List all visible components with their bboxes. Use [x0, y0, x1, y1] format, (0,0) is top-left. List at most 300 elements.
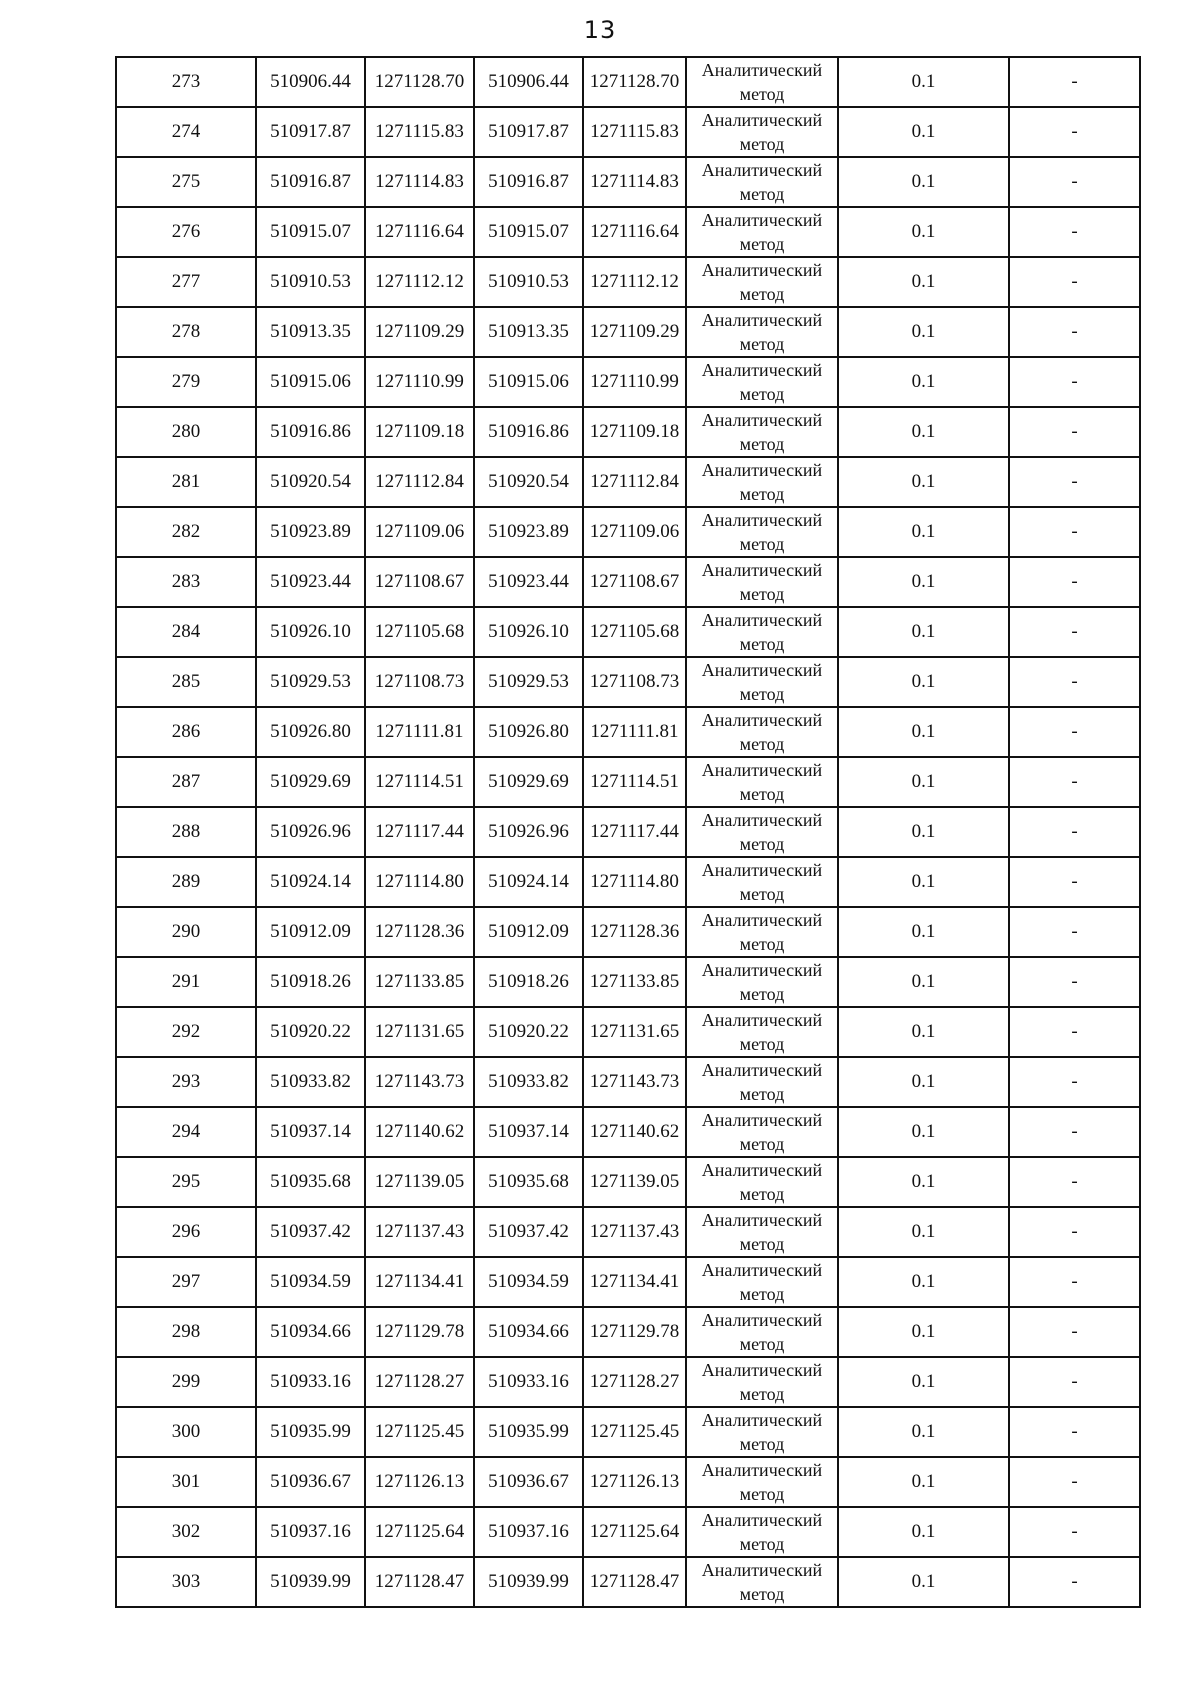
x-coordinate-repeat-cell: 510926.10 — [474, 607, 583, 657]
y-coordinate-cell: 1271109.29 — [365, 307, 474, 357]
accuracy-cell: 0.1 — [838, 707, 1009, 757]
note-cell: - — [1009, 857, 1140, 907]
method-cell — [686, 1107, 838, 1157]
method-text: метод — [739, 1584, 785, 1604]
table-row — [116, 707, 1140, 757]
x-coordinate-cell: 510937.42 — [256, 1207, 365, 1257]
method-cell — [686, 357, 838, 407]
x-coordinate-repeat-cell: 510916.87 — [474, 157, 583, 207]
method-text: Аналитический — [701, 60, 823, 80]
method-cell — [686, 957, 838, 1007]
method-text: Аналитический — [701, 810, 823, 830]
method-text: метод — [739, 684, 785, 704]
note-cell: - — [1009, 1207, 1140, 1257]
method-text: метод — [739, 184, 785, 204]
accuracy-cell: 0.1 — [838, 1007, 1009, 1057]
point-number-cell: 286 — [116, 707, 256, 757]
x-coordinate-repeat-cell: 510912.09 — [474, 907, 583, 957]
note-cell: - — [1009, 657, 1140, 707]
note-cell: - — [1009, 1357, 1140, 1407]
note-cell: - — [1009, 507, 1140, 557]
y-coordinate-cell: 1271115.83 — [365, 107, 474, 157]
point-number-cell: 291 — [116, 957, 256, 1007]
method-cell — [686, 1457, 838, 1507]
x-coordinate-cell: 510929.69 — [256, 757, 365, 807]
y-coordinate-repeat-cell: 1271129.78 — [583, 1307, 686, 1357]
x-coordinate-repeat-cell: 510936.67 — [474, 1457, 583, 1507]
method-text: Аналитический — [701, 860, 823, 880]
note-cell: - — [1009, 1057, 1140, 1107]
y-coordinate-cell: 1271137.43 — [365, 1207, 474, 1257]
accuracy-cell: 0.1 — [838, 807, 1009, 857]
y-coordinate-cell: 1271114.80 — [365, 857, 474, 907]
y-coordinate-repeat-cell: 1271108.67 — [583, 557, 686, 607]
point-number-cell: 296 — [116, 1207, 256, 1257]
table-row — [116, 857, 1140, 907]
table-row — [116, 257, 1140, 307]
method-cell — [686, 1407, 838, 1457]
accuracy-cell: 0.1 — [838, 207, 1009, 257]
x-coordinate-cell: 510935.99 — [256, 1407, 365, 1457]
accuracy-cell: 0.1 — [838, 957, 1009, 1007]
point-number-cell: 283 — [116, 557, 256, 607]
x-coordinate-repeat-cell: 510937.42 — [474, 1207, 583, 1257]
x-coordinate-repeat-cell: 510929.69 — [474, 757, 583, 807]
point-number-cell: 288 — [116, 807, 256, 857]
point-number-cell: 303 — [116, 1557, 256, 1607]
method-text: метод — [739, 884, 785, 904]
note-cell: - — [1009, 957, 1140, 1007]
method-text: метод — [739, 1084, 785, 1104]
point-number-cell: 280 — [116, 407, 256, 457]
note-cell: - — [1009, 1457, 1140, 1507]
method-cell — [686, 1157, 838, 1207]
y-coordinate-cell: 1271128.47 — [365, 1557, 474, 1607]
point-number-cell: 282 — [116, 507, 256, 557]
method-text: Аналитический — [701, 610, 823, 630]
y-coordinate-cell: 1271111.81 — [365, 707, 474, 757]
y-coordinate-cell: 1271126.13 — [365, 1457, 474, 1507]
y-coordinate-cell: 1271109.06 — [365, 507, 474, 557]
table-row — [116, 207, 1140, 257]
note-cell: - — [1009, 807, 1140, 857]
y-coordinate-cell: 1271108.67 — [365, 557, 474, 607]
y-coordinate-cell: 1271114.51 — [365, 757, 474, 807]
point-number-cell: 287 — [116, 757, 256, 807]
y-coordinate-repeat-cell: 1271131.65 — [583, 1007, 686, 1057]
x-coordinate-cell: 510934.59 — [256, 1257, 365, 1307]
accuracy-cell: 0.1 — [838, 357, 1009, 407]
y-coordinate-repeat-cell: 1271128.70 — [583, 57, 686, 107]
accuracy-cell: 0.1 — [838, 857, 1009, 907]
method-cell — [686, 557, 838, 607]
table-row — [116, 357, 1140, 407]
y-coordinate-repeat-cell: 1271111.81 — [583, 707, 686, 757]
method-text: Аналитический — [701, 1360, 823, 1380]
y-coordinate-repeat-cell: 1271114.83 — [583, 157, 686, 207]
method-text: Аналитический — [701, 160, 823, 180]
point-number-cell: 275 — [116, 157, 256, 207]
y-coordinate-repeat-cell: 1271128.27 — [583, 1357, 686, 1407]
method-cell — [686, 1257, 838, 1307]
point-number-cell: 274 — [116, 107, 256, 157]
y-coordinate-repeat-cell: 1271134.41 — [583, 1257, 686, 1307]
method-text: Аналитический — [701, 910, 823, 930]
accuracy-cell: 0.1 — [838, 1207, 1009, 1257]
y-coordinate-cell: 1271116.64 — [365, 207, 474, 257]
table-row — [116, 607, 1140, 657]
coordinates-table — [115, 56, 1141, 1608]
note-cell: - — [1009, 607, 1140, 657]
x-coordinate-repeat-cell: 510910.53 — [474, 257, 583, 307]
accuracy-cell: 0.1 — [838, 1307, 1009, 1357]
table-row — [116, 757, 1140, 807]
table-row — [116, 157, 1140, 207]
x-coordinate-repeat-cell: 510915.07 — [474, 207, 583, 257]
accuracy-cell: 0.1 — [838, 407, 1009, 457]
x-coordinate-cell: 510929.53 — [256, 657, 365, 707]
note-cell: - — [1009, 1257, 1140, 1307]
point-number-cell: 279 — [116, 357, 256, 407]
x-coordinate-cell: 510937.16 — [256, 1507, 365, 1557]
table-row — [116, 107, 1140, 157]
y-coordinate-cell: 1271114.83 — [365, 157, 474, 207]
x-coordinate-repeat-cell: 510924.14 — [474, 857, 583, 907]
y-coordinate-repeat-cell: 1271109.18 — [583, 407, 686, 457]
note-cell: - — [1009, 557, 1140, 607]
method-cell — [686, 157, 838, 207]
table-row — [116, 1007, 1140, 1057]
method-text: метод — [739, 1184, 785, 1204]
x-coordinate-cell: 510923.44 — [256, 557, 365, 607]
method-cell — [686, 1307, 838, 1357]
method-cell — [686, 307, 838, 357]
method-text: Аналитический — [701, 510, 823, 530]
note-cell: - — [1009, 307, 1140, 357]
method-text: Аналитический — [701, 1060, 823, 1080]
method-text: метод — [739, 334, 785, 354]
method-text: метод — [739, 1434, 785, 1454]
accuracy-cell: 0.1 — [838, 257, 1009, 307]
x-coordinate-cell: 510935.68 — [256, 1157, 365, 1207]
y-coordinate-cell: 1271129.78 — [365, 1307, 474, 1357]
accuracy-cell: 0.1 — [838, 307, 1009, 357]
note-cell: - — [1009, 107, 1140, 157]
accuracy-cell: 0.1 — [838, 757, 1009, 807]
method-text: метод — [739, 134, 785, 154]
method-cell — [686, 57, 838, 107]
method-cell — [686, 707, 838, 757]
method-text: Аналитический — [701, 1110, 823, 1130]
note-cell: - — [1009, 157, 1140, 207]
accuracy-cell: 0.1 — [838, 57, 1009, 107]
method-cell — [686, 907, 838, 957]
table-row — [116, 1157, 1140, 1207]
method-text: метод — [739, 1534, 785, 1554]
accuracy-cell: 0.1 — [838, 557, 1009, 607]
method-cell — [686, 1057, 838, 1107]
y-coordinate-repeat-cell: 1271112.12 — [583, 257, 686, 307]
x-coordinate-repeat-cell: 510926.96 — [474, 807, 583, 857]
y-coordinate-cell: 1271131.65 — [365, 1007, 474, 1057]
method-text: Аналитический — [701, 560, 823, 580]
y-coordinate-cell: 1271143.73 — [365, 1057, 474, 1107]
method-cell — [686, 507, 838, 557]
x-coordinate-repeat-cell: 510917.87 — [474, 107, 583, 157]
note-cell: - — [1009, 1157, 1140, 1207]
y-coordinate-repeat-cell: 1271139.05 — [583, 1157, 686, 1207]
method-text: метод — [739, 434, 785, 454]
y-coordinate-repeat-cell: 1271128.47 — [583, 1557, 686, 1607]
table-row — [116, 907, 1140, 957]
x-coordinate-cell: 510917.87 — [256, 107, 365, 157]
y-coordinate-repeat-cell: 1271128.36 — [583, 907, 686, 957]
x-coordinate-cell: 510912.09 — [256, 907, 365, 957]
method-text: Аналитический — [701, 110, 823, 130]
point-number-cell: 277 — [116, 257, 256, 307]
point-number-cell: 284 — [116, 607, 256, 657]
x-coordinate-cell: 510906.44 — [256, 57, 365, 107]
y-coordinate-cell: 1271112.84 — [365, 457, 474, 507]
method-cell — [686, 257, 838, 307]
x-coordinate-cell: 510915.06 — [256, 357, 365, 407]
x-coordinate-repeat-cell: 510935.99 — [474, 1407, 583, 1457]
point-number-cell: 285 — [116, 657, 256, 707]
y-coordinate-repeat-cell: 1271110.99 — [583, 357, 686, 407]
table-row — [116, 557, 1140, 607]
y-coordinate-repeat-cell: 1271112.84 — [583, 457, 686, 507]
accuracy-cell: 0.1 — [838, 1107, 1009, 1157]
point-number-cell: 290 — [116, 907, 256, 957]
x-coordinate-cell: 510913.35 — [256, 307, 365, 357]
y-coordinate-repeat-cell: 1271137.43 — [583, 1207, 686, 1257]
method-text: Аналитический — [701, 660, 823, 680]
method-cell — [686, 757, 838, 807]
x-coordinate-cell: 510923.89 — [256, 507, 365, 557]
point-number-cell: 293 — [116, 1057, 256, 1107]
method-text: Аналитический — [701, 410, 823, 430]
y-coordinate-repeat-cell: 1271125.45 — [583, 1407, 686, 1457]
x-coordinate-repeat-cell: 510918.26 — [474, 957, 583, 1007]
table-row — [116, 1507, 1140, 1557]
table-row — [116, 1207, 1140, 1257]
note-cell: - — [1009, 257, 1140, 307]
y-coordinate-cell: 1271128.36 — [365, 907, 474, 957]
note-cell: - — [1009, 1307, 1140, 1357]
y-coordinate-cell: 1271109.18 — [365, 407, 474, 457]
accuracy-cell: 0.1 — [838, 907, 1009, 957]
y-coordinate-repeat-cell: 1271105.68 — [583, 607, 686, 657]
accuracy-cell: 0.1 — [838, 1057, 1009, 1107]
table-row — [116, 1357, 1140, 1407]
point-number-cell: 299 — [116, 1357, 256, 1407]
method-text: Аналитический — [701, 1210, 823, 1230]
method-cell — [686, 1007, 838, 1057]
y-coordinate-repeat-cell: 1271140.62 — [583, 1107, 686, 1157]
x-coordinate-repeat-cell: 510933.16 — [474, 1357, 583, 1407]
method-cell — [686, 407, 838, 457]
y-coordinate-repeat-cell: 1271108.73 — [583, 657, 686, 707]
y-coordinate-cell: 1271108.73 — [365, 657, 474, 707]
table-row — [116, 457, 1140, 507]
method-text: метод — [739, 84, 785, 104]
method-text: метод — [739, 534, 785, 554]
note-cell: - — [1009, 1107, 1140, 1157]
x-coordinate-cell: 510910.53 — [256, 257, 365, 307]
table-row — [116, 1057, 1140, 1107]
note-cell: - — [1009, 407, 1140, 457]
table-row — [116, 1257, 1140, 1307]
method-text: Аналитический — [701, 1010, 823, 1030]
method-text: метод — [739, 984, 785, 1004]
y-coordinate-repeat-cell: 1271114.51 — [583, 757, 686, 807]
method-text: метод — [739, 784, 785, 804]
method-cell — [686, 1207, 838, 1257]
x-coordinate-repeat-cell: 510929.53 — [474, 657, 583, 707]
point-number-cell: 276 — [116, 207, 256, 257]
accuracy-cell: 0.1 — [838, 507, 1009, 557]
table-row — [116, 957, 1140, 1007]
y-coordinate-cell: 1271139.05 — [365, 1157, 474, 1207]
table-row — [116, 807, 1140, 857]
x-coordinate-cell: 510915.07 — [256, 207, 365, 257]
table-row — [116, 1407, 1140, 1457]
x-coordinate-cell: 510933.16 — [256, 1357, 365, 1407]
point-number-cell: 292 — [116, 1007, 256, 1057]
x-coordinate-repeat-cell: 510913.35 — [474, 307, 583, 357]
method-text: Аналитический — [701, 260, 823, 280]
table-row — [116, 657, 1140, 707]
method-text: Аналитический — [701, 1260, 823, 1280]
y-coordinate-repeat-cell: 1271114.80 — [583, 857, 686, 907]
table-row — [116, 1457, 1140, 1507]
y-coordinate-cell: 1271110.99 — [365, 357, 474, 407]
x-coordinate-repeat-cell: 510937.14 — [474, 1107, 583, 1157]
x-coordinate-cell: 510936.67 — [256, 1457, 365, 1507]
point-number-cell: 281 — [116, 457, 256, 507]
x-coordinate-cell: 510920.54 — [256, 457, 365, 507]
x-coordinate-repeat-cell: 510920.54 — [474, 457, 583, 507]
table-row — [116, 1307, 1140, 1357]
method-text: метод — [739, 384, 785, 404]
y-coordinate-repeat-cell: 1271126.13 — [583, 1457, 686, 1507]
point-number-cell: 294 — [116, 1107, 256, 1157]
note-cell: - — [1009, 207, 1140, 257]
table-row — [116, 407, 1140, 457]
point-number-cell: 273 — [116, 57, 256, 107]
table-row — [116, 1557, 1140, 1607]
method-text: Аналитический — [701, 1460, 823, 1480]
point-number-cell: 300 — [116, 1407, 256, 1457]
page-number: 13 — [583, 16, 617, 44]
y-coordinate-cell: 1271125.45 — [365, 1407, 474, 1457]
accuracy-cell: 0.1 — [838, 657, 1009, 707]
method-text: метод — [739, 734, 785, 754]
table-body — [116, 57, 1140, 1607]
note-cell: - — [1009, 357, 1140, 407]
method-text: Аналитический — [701, 1510, 823, 1530]
method-text: Аналитический — [701, 310, 823, 330]
note-cell: - — [1009, 757, 1140, 807]
method-text: Аналитический — [701, 760, 823, 780]
note-cell: - — [1009, 457, 1140, 507]
method-text: метод — [739, 1334, 785, 1354]
method-text: метод — [739, 1234, 785, 1254]
method-cell — [686, 1557, 838, 1607]
table-row — [116, 1107, 1140, 1157]
y-coordinate-repeat-cell: 1271116.64 — [583, 207, 686, 257]
accuracy-cell: 0.1 — [838, 1507, 1009, 1557]
accuracy-cell: 0.1 — [838, 1357, 1009, 1407]
note-cell: - — [1009, 1507, 1140, 1557]
y-coordinate-cell: 1271128.70 — [365, 57, 474, 107]
x-coordinate-cell: 510916.86 — [256, 407, 365, 457]
x-coordinate-repeat-cell: 510934.59 — [474, 1257, 583, 1307]
method-text: метод — [739, 1284, 785, 1304]
x-coordinate-cell: 510937.14 — [256, 1107, 365, 1157]
method-cell — [686, 107, 838, 157]
accuracy-cell: 0.1 — [838, 1257, 1009, 1307]
x-coordinate-repeat-cell: 510926.80 — [474, 707, 583, 757]
method-cell — [686, 1507, 838, 1557]
point-number-cell: 298 — [116, 1307, 256, 1357]
method-text: метод — [739, 1484, 785, 1504]
method-text: Аналитический — [701, 710, 823, 730]
accuracy-cell: 0.1 — [838, 1157, 1009, 1207]
x-coordinate-repeat-cell: 510906.44 — [474, 57, 583, 107]
method-cell — [686, 1357, 838, 1407]
x-coordinate-cell: 510918.26 — [256, 957, 365, 1007]
point-number-cell: 302 — [116, 1507, 256, 1557]
accuracy-cell: 0.1 — [838, 1557, 1009, 1607]
note-cell: - — [1009, 907, 1140, 957]
point-number-cell: 295 — [116, 1157, 256, 1207]
x-coordinate-cell: 510926.96 — [256, 807, 365, 857]
x-coordinate-repeat-cell: 510915.06 — [474, 357, 583, 407]
x-coordinate-repeat-cell: 510934.66 — [474, 1307, 583, 1357]
x-coordinate-cell: 510916.87 — [256, 157, 365, 207]
x-coordinate-repeat-cell: 510933.82 — [474, 1057, 583, 1107]
x-coordinate-cell: 510926.80 — [256, 707, 365, 757]
method-cell — [686, 607, 838, 657]
method-text: метод — [739, 234, 785, 254]
note-cell: - — [1009, 1557, 1140, 1607]
point-number-cell: 278 — [116, 307, 256, 357]
x-coordinate-repeat-cell: 510923.44 — [474, 557, 583, 607]
y-coordinate-cell: 1271128.27 — [365, 1357, 474, 1407]
method-text: Аналитический — [701, 1410, 823, 1430]
y-coordinate-repeat-cell: 1271109.06 — [583, 507, 686, 557]
y-coordinate-repeat-cell: 1271109.29 — [583, 307, 686, 357]
method-text: Аналитический — [701, 960, 823, 980]
y-coordinate-cell: 1271140.62 — [365, 1107, 474, 1157]
method-text: метод — [739, 934, 785, 954]
x-coordinate-repeat-cell: 510939.99 — [474, 1557, 583, 1607]
method-text: метод — [739, 634, 785, 654]
method-text: метод — [739, 284, 785, 304]
method-text: Аналитический — [701, 210, 823, 230]
y-coordinate-cell: 1271125.64 — [365, 1507, 474, 1557]
point-number-cell: 289 — [116, 857, 256, 907]
x-coordinate-repeat-cell: 510923.89 — [474, 507, 583, 557]
y-coordinate-repeat-cell: 1271115.83 — [583, 107, 686, 157]
method-text: метод — [739, 1034, 785, 1054]
method-text: Аналитический — [701, 1160, 823, 1180]
accuracy-cell: 0.1 — [838, 607, 1009, 657]
point-number-cell: 297 — [116, 1257, 256, 1307]
method-text: метод — [739, 1384, 785, 1404]
method-cell — [686, 657, 838, 707]
